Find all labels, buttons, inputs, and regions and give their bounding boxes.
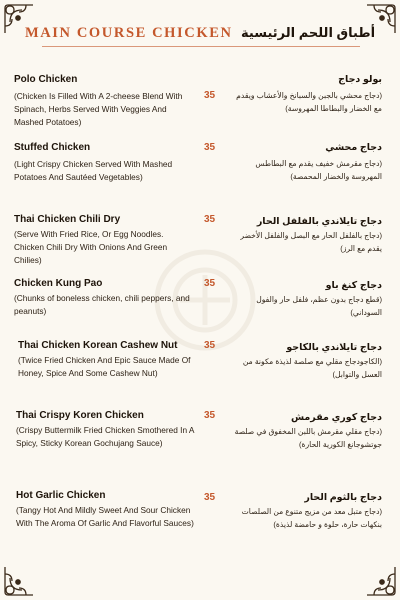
item-description: (Chicken Is Filled With A 2-cheese Blend With Spinach, Herbs Served With Veggies And Mashed Potatoes) <box>14 91 183 127</box>
item-description-arabic: (دجاج مقرمش خفيف يقدم مع البطاطس المهروسة والخضار المحمصة) <box>255 159 382 181</box>
item-description: (Light Crispy Chicken Served With Mashed Potatoes And Sautéed Vegetables) <box>14 159 173 182</box>
item-name: Thai Crispy Koren Chicken <box>16 410 144 421</box>
item-price: 35 <box>204 214 216 225</box>
item-price: 35 <box>204 90 216 101</box>
item-name-arabic: دجاج كوري مقرمش <box>290 412 382 423</box>
item-description: (Crispy Buttermilk Fried Chicken Smothered In A Spicy, Sticky Korean Gochujang Sauce) <box>16 425 194 448</box>
item-name: Chicken Kung Pao <box>14 278 103 289</box>
item-description: (Serve With Fried Rice, Or Egg Noodles. Chicken Chili Dry With Onions And Green Chilies) <box>14 229 168 265</box>
corner-ornament-bottom-right-icon <box>364 564 398 598</box>
item-price: 35 <box>204 278 216 289</box>
menu-header <box>0 24 400 42</box>
item-description-arabic: (دجاج بالفلفل الحار مع البصل والفلفل الأخضر يقدم مع الرز) <box>240 231 382 253</box>
item-description-arabic: (دجاج محشي بالجبن والسبانخ والأعشاب ويقدم مع الخضار والبطاطا المهروسة) <box>236 91 382 113</box>
corner-ornament-bottom-left-icon <box>2 564 36 598</box>
item-name: Polo Chicken <box>14 74 78 85</box>
page-title-arabic: أطباق اللحم الرئيسية <box>241 25 376 40</box>
item-price: 35 <box>204 410 216 421</box>
item-name-arabic: دجاج تايلاندي بالفلفل الحار <box>256 216 382 227</box>
header-divider <box>42 46 360 47</box>
item-price: 35 <box>204 340 216 351</box>
item-name-arabic: دجاج محشي <box>325 142 382 153</box>
item-name: Thai Chicken Chili Dry <box>14 214 121 225</box>
item-name-arabic: بولو دجاج <box>338 74 382 85</box>
item-description-arabic: (دجاج مقلي مقرمش باللبن المخفوق في صلصة جوتشوجانغ الكورية الحارة) <box>234 427 382 449</box>
item-name: Hot Garlic Chicken <box>16 490 106 501</box>
item-description: (Chunks of boneless chicken, chili peppers, and peanuts) <box>14 293 190 316</box>
item-name: Thai Chicken Korean Cashew Nut <box>18 340 178 351</box>
item-name-arabic: دجاج بالثوم الحار <box>304 492 382 503</box>
item-description-arabic: (قطع دجاج بدون عظم، فلفل حار والفول السوداني) <box>256 295 382 317</box>
item-description-arabic: (دجاج متبل معد من مزيج متنوع من الصلصات بنكهات حارة، حلوة و حامضة لذيذة) <box>241 507 382 529</box>
page-title: MAIN COURSE CHICKEN <box>24 25 233 41</box>
item-price: 35 <box>204 142 216 153</box>
item-name-arabic: دجاج تايلاندي بالكاجو <box>286 342 382 353</box>
item-description: (Twice Fried Chicken And Epic Sauce Made Of Honey, Spice And Some Cashew Nut) <box>18 355 191 378</box>
item-price: 35 <box>204 492 216 503</box>
item-description: (Tangy Hot And Mildly Sweet And Sour Chicken With The Aroma Of Garlic And Flavorful Sauces) <box>16 505 194 528</box>
item-name-arabic: دجاج كنغ باو <box>325 280 382 291</box>
item-name: Stuffed Chicken <box>14 142 91 153</box>
item-description-arabic: (الكاجودجاج مقلي مع صلصة لذيذة مكونة من العسل والتوابل) <box>242 357 382 379</box>
